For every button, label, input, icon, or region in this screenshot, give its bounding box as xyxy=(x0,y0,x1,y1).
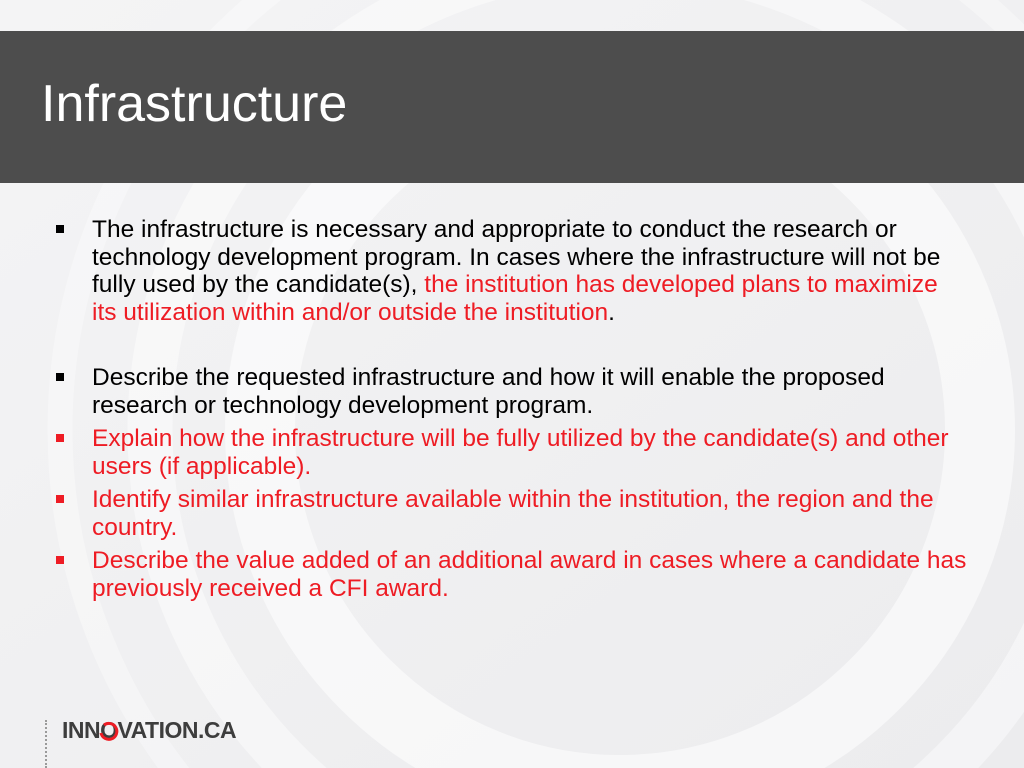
red-ring-icon xyxy=(98,720,120,742)
bullet-item xyxy=(52,486,967,541)
bullet-text: Explain how the infrastructure will be fully utilized by the candidate(s) and other users (if applicable). xyxy=(92,425,949,480)
square-bullet-icon xyxy=(56,373,64,381)
square-bullet-icon xyxy=(56,495,64,503)
logo-o xyxy=(100,718,117,742)
bullet-item xyxy=(52,425,967,480)
square-bullet-icon xyxy=(56,225,64,233)
bullet-text: Describe the value added of an additional award in cases where a candidate has previously received a CFI award. xyxy=(92,547,967,602)
innovation-logo xyxy=(62,718,236,742)
footer-dotted-divider xyxy=(45,720,47,768)
logo-o-letter: O xyxy=(100,717,118,743)
bullet-item xyxy=(52,216,967,326)
logo-text-end: VATION.CA xyxy=(117,717,237,743)
bullet-list xyxy=(52,216,967,602)
square-bullet-icon xyxy=(56,434,64,442)
bullet-highlight-text: the institution has developed plans to maximize its utilization within and/or outside the institution xyxy=(92,271,938,326)
bullet-text: Describe the requested infrastructure and how it will enable the proposed research or technology development program. xyxy=(92,364,885,419)
logo-text-start: INN xyxy=(62,717,101,743)
bullet-text: Identify similar infrastructure available within the institution, the region and the country. xyxy=(92,486,934,541)
bullet-text-end: . xyxy=(608,298,615,326)
bullet-text: The infrastructure is necessary and appropriate to conduct the research or technology development program. In cases where the infrastructure will not be fully used by the candidate(s), xyxy=(92,216,941,298)
bullet-item xyxy=(52,364,967,419)
slide-title: Infrastructure xyxy=(41,75,348,133)
bullet-item xyxy=(52,547,967,602)
square-bullet-icon xyxy=(56,556,64,564)
